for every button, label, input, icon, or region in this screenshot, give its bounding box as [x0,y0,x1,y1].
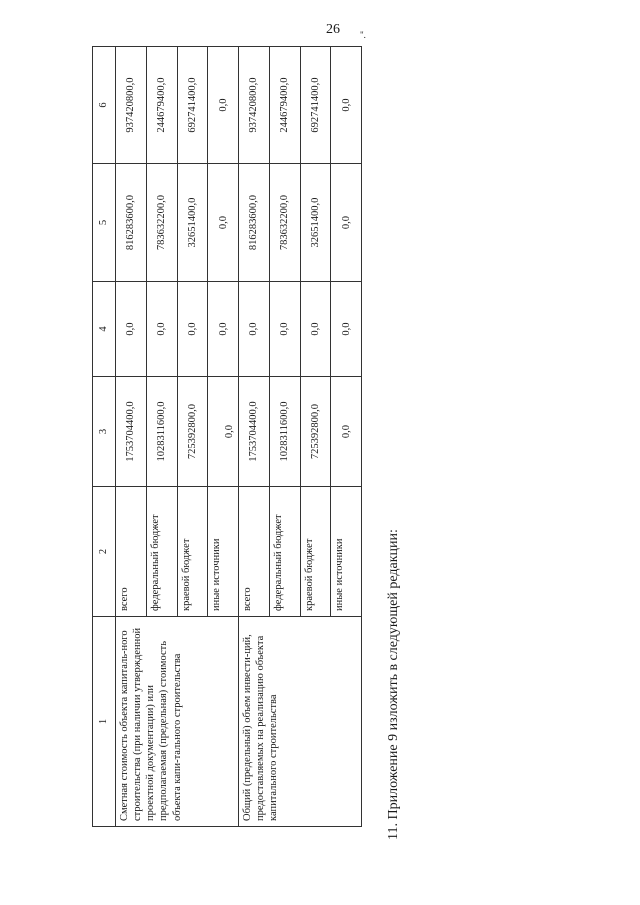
page-mark: ". [360,30,366,40]
value-cell: 937420800,0 [116,47,147,164]
header-col-1: 1 [93,617,116,827]
rotated-table-container [92,47,362,827]
source-cell: краевой бюджет [300,487,331,617]
value-cell: 0,0 [208,282,239,377]
value-cell: 0,0 [177,282,208,377]
value-cell: 816283600,0 [116,164,147,282]
value-cell: 0,0 [331,377,362,487]
value-cell: 692741400,0 [300,47,331,164]
value-cell: 0,0 [146,282,177,377]
value-cell: 0,0 [331,47,362,164]
header-col-2: 2 [93,487,116,617]
table-header-row [93,47,116,827]
amendment-instruction-container [382,460,406,840]
value-cell: 0,0 [116,282,147,377]
value-cell: 1028311600,0 [146,377,177,487]
source-cell: всего [116,487,147,617]
value-cell: 725392800,0 [177,377,208,487]
header-col-4: 4 [93,282,116,377]
value-cell: 783632200,0 [269,164,300,282]
value-cell: 0,0 [239,282,270,377]
value-cell: 244679400,0 [269,47,300,164]
value-cell: 0,0 [208,164,239,282]
value-cell: 937420800,0 [239,47,270,164]
source-cell: иные источники [208,487,239,617]
amendment-instruction: 11. Приложение 9 изложить в следующей редакции: [386,529,401,840]
value-cell: 244679400,0 [146,47,177,164]
source-cell: краевой бюджет [177,487,208,617]
header-col-5: 5 [93,164,116,282]
value-cell: 0,0 [208,377,239,487]
value-cell: 783632200,0 [146,164,177,282]
group-label-estimated-cost: Сметная стоимость объекта капиталь-ного строительства (при наличии утвержденной проектной документации) или предполагаемая (предельная) стоимость объекта капи-тального строительства [116,617,239,827]
table-rotator [92,47,362,827]
value-cell: 0,0 [269,282,300,377]
source-cell: иные источники [331,487,362,617]
value-cell: 1753704400,0 [239,377,270,487]
header-col-6: 6 [93,47,116,164]
value-cell: 32651400,0 [300,164,331,282]
value-cell: 0,0 [331,164,362,282]
value-cell: 0,0 [331,282,362,377]
table-row [239,47,270,827]
value-cell: 0,0 [208,47,239,164]
value-cell: 1753704400,0 [116,377,147,487]
value-cell: 725392800,0 [300,377,331,487]
group-label-total-investment: Общий (предельный) объем инвести-ций, предоставляемых на реализацию объекта капитального строительства [239,617,362,827]
source-cell: всего [239,487,270,617]
source-cell: федеральный бюджет [269,487,300,617]
budget-table [92,46,362,827]
table-row [116,47,147,827]
value-cell: 1028311600,0 [269,377,300,487]
value-cell: 32651400,0 [177,164,208,282]
header-col-3: 3 [93,377,116,487]
value-cell: 692741400,0 [177,47,208,164]
value-cell: 0,0 [300,282,331,377]
page-number: 26 [326,22,340,37]
value-cell: 816283600,0 [239,164,270,282]
source-cell: федеральный бюджет [146,487,177,617]
